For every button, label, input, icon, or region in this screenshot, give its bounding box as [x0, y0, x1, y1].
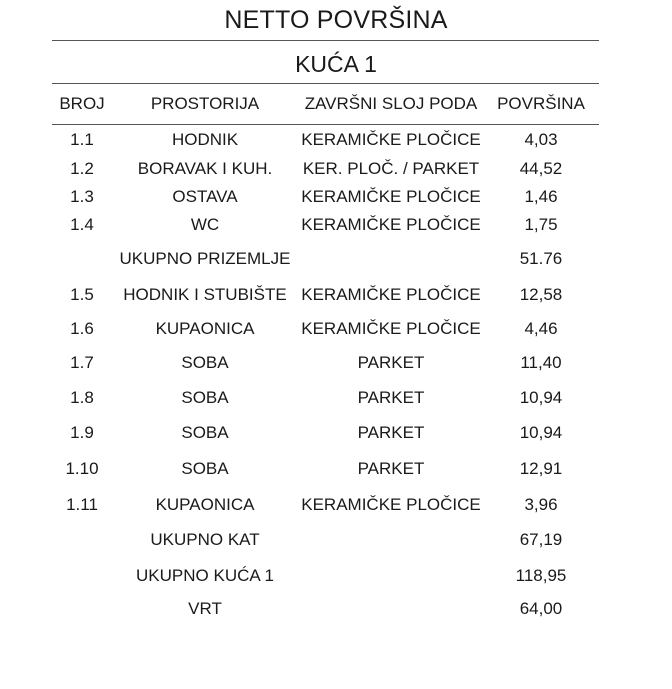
row-broj: 1.10	[65, 459, 99, 478]
header-broj: BROJ	[59, 94, 105, 113]
row-broj: 1.9	[70, 423, 94, 442]
row-prostorija: UKUPNO KUĆA 1	[136, 566, 274, 585]
row-prostorija: KUPAONICA	[155, 495, 255, 514]
row-prostorija: HODNIK I STUBIŠTE	[123, 285, 287, 304]
row-prostorija: SOBA	[181, 459, 229, 478]
row-broj: 1.6	[70, 319, 94, 338]
header-divider	[52, 124, 599, 125]
subtitle-divider	[52, 83, 599, 84]
row-broj: 1.7	[70, 353, 94, 372]
row-pod: KERAMIČKE PLOČICE	[301, 285, 481, 304]
row-povrsina: 12,91	[519, 459, 563, 478]
row-povrsina: 44,52	[519, 159, 563, 178]
row-povrsina: 11,40	[520, 353, 562, 372]
row-povrsina: 3,96	[524, 495, 558, 514]
row-prostorija: HODNIK	[171, 130, 239, 149]
row-pod: PARKET	[357, 423, 425, 442]
row-povrsina: 118,95	[515, 566, 567, 585]
row-pod: KERAMIČKE PLOČICE	[301, 319, 481, 338]
row-broj: 1.5	[70, 285, 94, 304]
row-prostorija: OSTAVA	[172, 187, 238, 206]
row-pod: KER. PLOČ. / PARKET	[302, 159, 480, 178]
row-pod: KERAMIČKE PLOČICE	[301, 187, 481, 206]
row-povrsina: 1,46	[524, 187, 558, 206]
house-subtitle: KUĆA 1	[295, 51, 377, 77]
row-povrsina: 10,94	[519, 423, 563, 442]
row-broj: 1.8	[70, 388, 94, 407]
row-povrsina: 64,00	[519, 599, 563, 618]
row-prostorija: VRT	[188, 599, 222, 618]
row-pod: PARKET	[357, 388, 425, 407]
row-pod: KERAMIČKE PLOČICE	[301, 495, 481, 514]
header-povrsina: POVRŠINA	[497, 94, 585, 113]
row-broj: 1.11	[66, 495, 98, 514]
row-prostorija: UKUPNO PRIZEMLJE	[119, 249, 291, 268]
row-prostorija: UKUPNO KAT	[150, 530, 260, 549]
row-prostorija: SOBA	[181, 353, 229, 372]
row-broj: 1.4	[70, 215, 94, 234]
row-pod: PARKET	[357, 459, 425, 478]
row-prostorija: BORAVAK I KUH.	[137, 159, 273, 178]
header-prostorija: PROSTORIJA	[150, 94, 260, 113]
row-povrsina: 10,94	[519, 388, 563, 407]
row-povrsina: 4,03	[524, 130, 558, 149]
row-povrsina: 51.76	[519, 249, 563, 268]
row-pod: KERAMIČKE PLOČICE	[301, 130, 481, 149]
row-pod: PARKET	[357, 353, 425, 372]
header-zavrsni-sloj-poda: ZAVRŠNI SLOJ PODA	[304, 94, 478, 113]
row-povrsina: 12,58	[519, 285, 563, 304]
row-povrsina: 67,19	[519, 530, 563, 549]
row-broj: 1.1	[70, 130, 94, 149]
title-divider	[52, 40, 599, 41]
row-prostorija: SOBA	[181, 388, 229, 407]
row-broj: 1.3	[70, 187, 94, 206]
row-pod: KERAMIČKE PLOČICE	[301, 215, 481, 234]
row-prostorija: WC	[190, 215, 220, 234]
row-prostorija: SOBA	[181, 423, 229, 442]
row-povrsina: 4,46	[524, 319, 558, 338]
page-title: NETTO POVRŠINA	[224, 6, 448, 34]
row-broj: 1.2	[70, 159, 94, 178]
row-prostorija: KUPAONICA	[155, 319, 255, 338]
row-povrsina: 1,75	[524, 215, 558, 234]
